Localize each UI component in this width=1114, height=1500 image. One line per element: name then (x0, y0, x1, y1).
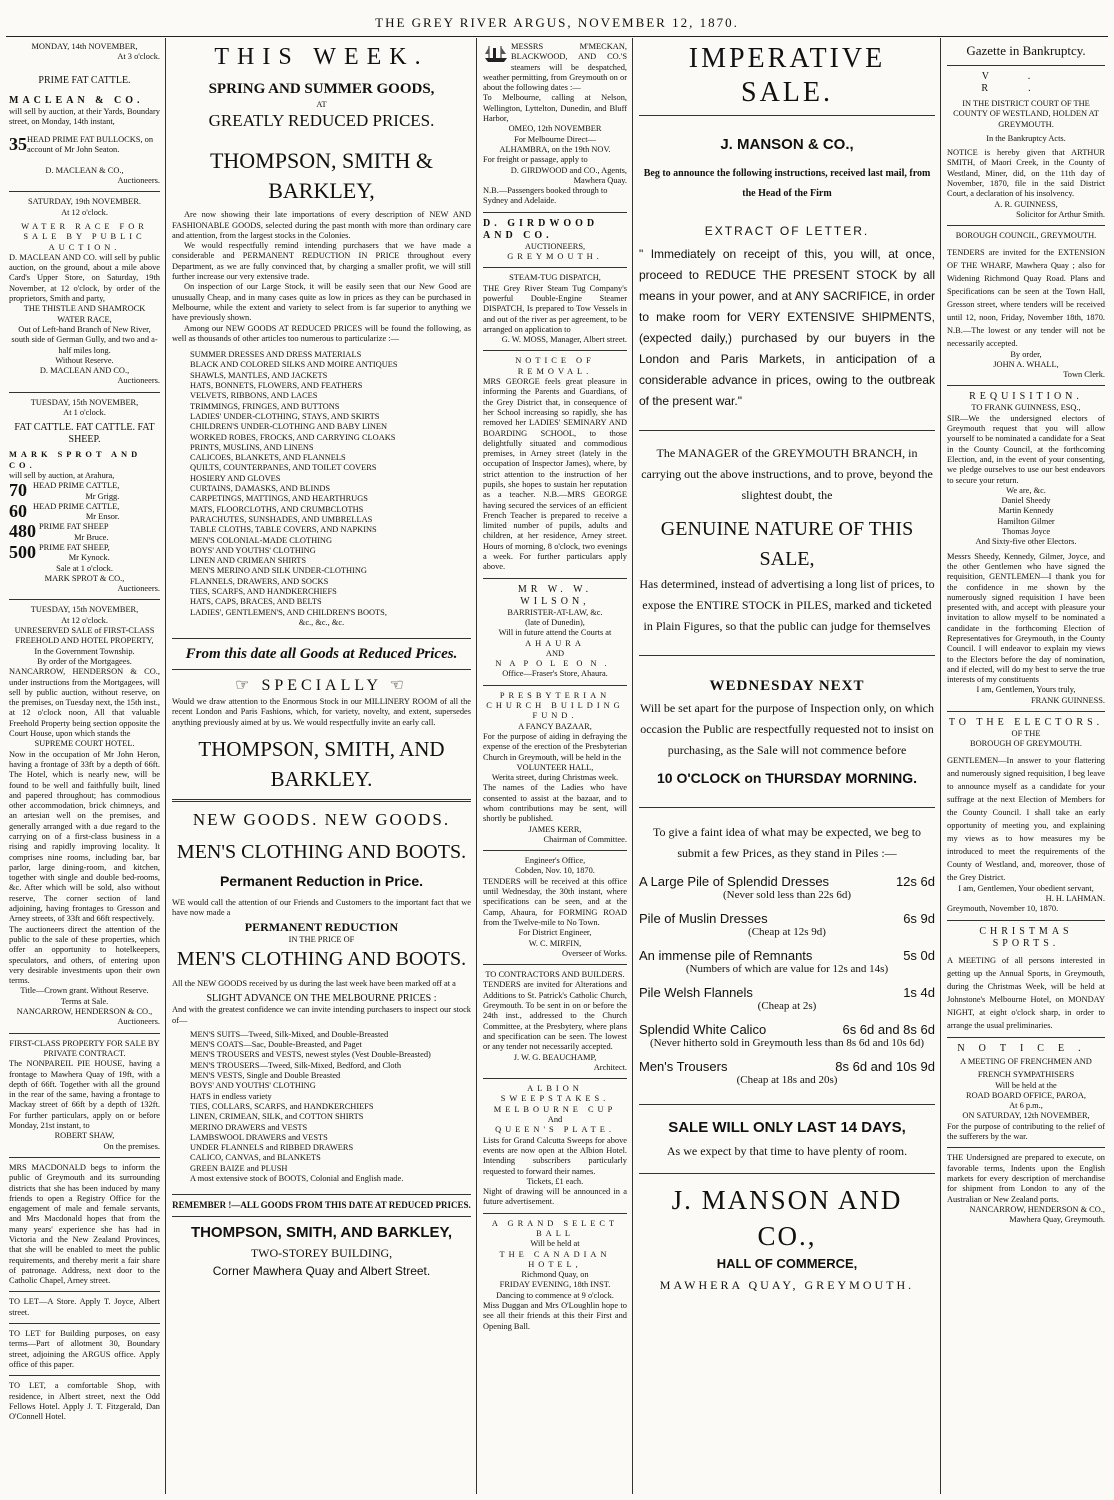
list-item: SHAWLS, MANTLES, AND JACKETS (190, 370, 328, 380)
ad-tickets: Tickets, £1 each. (526, 1176, 584, 1186)
ad-ship: OMEO, 12th NOVEMBER (508, 124, 602, 134)
ad-signature: NANCARROW, HENDERSON & CO., (16, 1007, 153, 1017)
price-item: Men's Trousers (639, 1059, 728, 1074)
ad-item: THE THISTLE AND SHAMROCK WATER RACE, (23, 304, 146, 324)
list-item: MEN'S VESTS, Single and Double Breasted (190, 1071, 341, 1081)
ad-signature-role: Auctioneers. (117, 584, 160, 594)
ad-heading: SLIGHT ADVANCE ON THE MELBOURNE PRICES : (206, 993, 437, 1005)
ad-heading: ALBION SWEEPSTAKES. (500, 1084, 610, 1104)
ad-body: Messrs Sheedy, Kennedy, Gilmer, Joyce, and the other Gentlemen who have signed the requisition, GENTLEMEN—I thank you for the confidence in me shown by the numerously signed requisition I have been presented with, and accept with pleasure your invitation to allow myself to be nominated a candidate in the forthcoming Election of Representatives for Greymouth, in the County Council. I will endeavor to explain my views to the Electors before the day of nomination, and if elected, will do my best to serve the true interests of my constituents (947, 551, 1105, 685)
ad-signature-role: Auctioneers. (117, 176, 160, 186)
ad-body: TENDERS will be received at this office until Wednesday, the 30th instant, where specifications can be seen, and at the Camp, Ahaura, for FORMING ROAD from the Twelve-mile to No Town. (483, 876, 627, 927)
ad-signature: FRANK GUINNESS. (1031, 695, 1105, 705)
list-item: TIES, SCARFS, AND HANDKERCHIEFS (190, 586, 337, 596)
ad-and: And (547, 1115, 563, 1125)
ad-time: At 12 o'clock. (61, 207, 108, 217)
ad-order: By order of the Mortgagees. (37, 656, 132, 666)
list-item: HATS, CAPS, BRACES, AND BELTS (190, 597, 322, 607)
list-item: LAMBSWOOL DRAWERS and VESTS (190, 1132, 328, 1142)
ad-heading: STEAM-TUG DISPATCH, (509, 273, 601, 283)
price-value: 8s 6d and 10s 9d (835, 1059, 935, 1074)
price-item: Pile of Muslin Dresses (639, 911, 768, 926)
list-item: BOYS' AND YOUTHS' CLOTHING (190, 545, 316, 555)
ad-signature: D. MACLEAN & CO., (45, 165, 124, 175)
ad-date: ON SATURDAY, 12th NOVEMBER, (962, 1111, 1090, 1121)
ad-late: (late of Dunedin), (525, 617, 585, 627)
ad-heading: GENUINE NATURE OF THIS SALE, (660, 518, 914, 570)
ad-signatory: Daniel Sheedy (1001, 496, 1051, 506)
ad-heading: NOTICE. (957, 1042, 1095, 1054)
list-item: SUMMER DRESSES AND DRESS MATERIALS (190, 350, 362, 360)
list-item: PARACHUTES, SUNSHADES, AND UMBRELLAS (190, 514, 373, 524)
ad-firm: THOMPSON, SMITH, AND BARKLEY. (198, 737, 445, 792)
ad-body: MRS GEORGE feels great pleasure in informing the Parents and Guardians, of the Grey District that, in consequence of her School increasing so rapidly, she has removed her LADIES' SEMINARY AND BOARDING SCHOOL, to those delightfully situated and commodious premises, in Arney street (lately in the occupation of Inspector James), where, by strict attention to the instruction of her pupils, she hopes to sustain her reputation as a teacher. N.B.—MRS GEORGE having secured the services of an efficient French Teacher is prepared to receive a limited number of pupils, adults and children, at her residence, Arney street. Hours of morning, 8 o'clock, two evenings a week. For further particulars apply above. (483, 377, 627, 572)
masthead-rule (6, 36, 1108, 37)
ad-heading: NEW GOODS. NEW GOODS. (192, 810, 451, 830)
ad-body: WE would call the attention of our Friends and Customers to the important fact that we have now made a (172, 898, 471, 918)
ad-etc: &c., &c., &c. (298, 617, 345, 627)
ad-signature: D. MACLEAN AND CO., (39, 366, 130, 376)
ad-body: Has determined, instead of advertising a long list of prices, to expose the ENTIRE STOCK in PILES, marked and ticketed in Plain Figures, so that the public can judge for themselves (639, 577, 935, 633)
steamship-icon (483, 42, 509, 64)
price-row (639, 1022, 935, 1037)
ad-hotel: SUPREME COURT HOTEL. (34, 739, 135, 749)
ad-body: NOTICE is hereby given that ARTHUR SMITH, of Maori Creek, in the County of Westland, Miner, did, on the 11th day of November, 1870, file in the said District Court, a declaration of his insolvency. (947, 148, 1105, 199)
ad-body: To give a faint idea of what may be expected, we beg to submit a few Prices, as they stand in Piles :— (652, 825, 922, 860)
ad-close: I am, Gentlemen, Your obedient servant, (958, 883, 1094, 893)
ad-time: At 1 o'clock. (63, 408, 106, 418)
ad-to-let: TO LET—A Store. Apply T. Joyce, Albert street. (9, 1297, 160, 1317)
list-item: PRINTS, MUSLINS, AND LINENS (190, 442, 314, 452)
ad-nb: N.B.—Passengers booked through to Sydney and Adelaide. (483, 186, 608, 206)
ad-body: THE Grey River Steam Tug Company's powerful Double-Engine Steamer DISPATCH, Is prepared to Tow Vessels in and out of the river as per agreement, to be arranged on application to (483, 283, 627, 334)
ad-lot (9, 502, 160, 523)
list-item: HATS in endless variety (190, 1091, 272, 1101)
price-note: (Never hitherto sold in Greymouth less than 8s 6d and 10s 6d) (649, 1037, 925, 1049)
column-1 (4, 38, 165, 1494)
ad-body: THE Undersigned are prepared to execute, on favorable terms, Indents upon the English markets for every description of merchandise for shipment from London to any of the Australian or New Zealand ports. (947, 1153, 1105, 1204)
ad-hall: HALL OF COMMERCE, (716, 1256, 858, 1271)
ad-held: Will be held at the (995, 1080, 1057, 1090)
ad-heading: FIRST-CLASS PROPERTY FOR SALE BY PRIVATE CONTRACT. (9, 1038, 160, 1058)
list-item: LADIES', GENTLEMEN'S, AND CHILDREN'S BOOTS, (190, 607, 387, 617)
lot-number: 35 (9, 134, 27, 155)
ad-signatory: And Sixty-five other Electors. (975, 537, 1077, 547)
price-row (639, 948, 935, 963)
ad-body: Among our NEW GOODS AT REDUCED PRICES will be found the following, as well as thousands of other articles too numerous to particularize :— (172, 323, 471, 343)
ad-held: Will be held at (530, 1239, 580, 1249)
list-item: A most extensive stock of BOOTS, Colonial and English made. (190, 1174, 404, 1183)
ad-dance: Dancing to commence at 9 o'clock. (496, 1290, 614, 1300)
ad-body: Would we draw attention to the Enormous Stock in our MILLINERY ROOM of all the recent London and Paris Fashions, which, for variety, novelty, and extent, supersedes anything previously aimed at by us. We would respectfully invite an early call. (172, 697, 471, 727)
ad-letter: " Immediately on receipt of this, you will, at once, proceed to REDUCE THE PRESENT STOCK by all means in your power, and at ANY SACRIFICE, in order to make room for VERY EXTENSIVE SHIPMENTS, (expected daily,) purchased by our buyers in the London and Paris Markets, in anticipation of a considerable advance in prices, owing to the outbreak of the present war." (639, 247, 935, 408)
list-item: MEN'S COLONIAL-MADE CLOTHING (190, 535, 333, 545)
ad-body: Now in the occupation of Mr John Heron, having a frontage of 33ft by a depth of 66ft. The Hotel, which is nearly new, will be found to be well and faithfully built, lined and papered throughout; has commodious other accommodation, brick chimneys, and an artesian well on the premises, and generally arranged with a due regard to the carrying on of a first-class business in a rising and rapidly improving locality. It comprises nine rooms, including bar, bar parlor, large dining-room, and kitchen, together with single and double bed-rooms, &c. After which will be sold, also without reserve, The corner section of land adjoining, having frontages to Gresson and Arney streets, of 33ft and 66ft respectively. (9, 749, 160, 924)
ad-heading: TO CONTRACTORS AND BUILDERS. (485, 970, 625, 980)
ad-signature: G. W. MOSS, Manager, Albert street. (501, 335, 627, 345)
ad-signature: H. H. LAHMAN. (1045, 893, 1105, 903)
ad-body: will sell by auction, at Arahura, (9, 470, 115, 480)
list-item: TRIMMINGS, FRINGES, AND BUTTONS (190, 401, 340, 411)
column-rule (632, 38, 633, 1494)
ad-body: Lists for Grand Calcutta Sweeps for above events are now open at the Albion Hotel. Intending subscribers particularly requested to forward their names. (483, 1135, 627, 1176)
ad-signature-role: Solicitor for Arthur Smith. (1016, 209, 1105, 219)
ad-cup: MELBOURNE CUP (493, 1104, 617, 1114)
ad-lot (9, 522, 160, 543)
pointing-hand-icon: ☞ (235, 677, 254, 695)
ad-hotel: THE CANADIAN HOTEL, (499, 1249, 611, 1269)
ad-title: IMPERATIVE SALE. (688, 43, 886, 108)
ad-signature-role: Town Clerk. (1063, 370, 1105, 380)
ad-time: At 3 o'clock. (117, 52, 160, 62)
ad-signature: W. C. MIRFIN, (528, 938, 582, 948)
list-item: QUILTS, COUNTERPANES, AND TOILET COVERS (190, 463, 377, 473)
ad-heading: 10 O'CLOCK on THURSDAY MORNING. (656, 770, 918, 786)
clothing-list (190, 1030, 471, 1184)
list-item: TABLE CLOTHS, TABLE COVERS, AND NAPKINS (190, 525, 377, 535)
lot-owner: Mr Kynock. (68, 553, 110, 563)
price-item: Pile Welsh Flannels (639, 985, 753, 1000)
ad-body: For the purpose of contributing to the relief of the sufferers by the war. (947, 1121, 1105, 1142)
lot-list (9, 481, 160, 563)
ad-signature-role: Chairman of Committee. (543, 834, 627, 844)
price-item: A Large Pile of Splendid Dresses (639, 874, 830, 889)
list-item: FLANNELS, DRAWERS, AND SOCKS (190, 576, 329, 586)
ad-heading: MEN'S CLOTHING AND BOOTS. (176, 947, 467, 970)
ad-body: GENTLEMEN—In answer to your flattering and numerously signed requisition, I beg leave to announce myself as a candidate for your suffrage at the next Election of Members for the County Council. I shall take an early opportunity of meeting you, and explaining my views as to how measures my be introduced to meet the requirements of the County of Westland, and, moreover, those of the Grey District. (947, 755, 1105, 882)
ad-we: We are, &c. (1006, 485, 1046, 495)
ad-to-let: TO LET for Building purposes, on easy terms—Part of allotment 30, Boundary street, adjoining the ARGUS office. Apply office of this paper. (9, 1329, 160, 1369)
ad-body: To Melbourne, calling at Nelson, Wellington, Lyttelton, Dunedin, and Bluff Harbor, (483, 93, 627, 124)
ad-signature: NANCARROW, HENDERSON & CO., (969, 1204, 1105, 1214)
ad-body: As we expect by that time to have plenty of room. (666, 1144, 908, 1158)
ad-heading: From this date all Goods at Reduced Prices. (185, 646, 458, 663)
ad-heading: BOROUGH COUNCIL, GREYMOUTH. (955, 231, 1097, 241)
goods-list (190, 350, 471, 618)
ad-heading: CHRISTMAS SPORTS. (979, 925, 1073, 949)
ad-by-order: By order, (1010, 349, 1042, 359)
ad-date: MONDAY, 14th NOVEMBER, (31, 42, 138, 51)
list-item: UNDER FLANNELS and RIBBED DRAWERS (190, 1143, 354, 1153)
ad-name: MR W. W. WILSON, (517, 583, 593, 607)
ad-office: Engineer's Office, (524, 856, 586, 866)
pointing-hand-icon: ☜ (389, 677, 408, 695)
ad-signature: A. R. GUINNESS, (994, 199, 1058, 209)
ad-body: TENDERS are invited for Alterations and Additions to St. Patrick's Catholic Church, Greymouth. To be sent in on or before the 24th inst., addressed to the Church Committee, at the Presbytery, where plans and specification can be seen. The lowest or any tender not necessarily accepted. (483, 980, 627, 1052)
ad-reserve: Without Reserve. (55, 355, 114, 365)
ad-signature-role: On the premises. (103, 1141, 160, 1151)
ad-body: will sell by auction, at their Yards, Boundary street, on Monday, 14th instant, (9, 106, 160, 126)
ad-firm: J. MANSON & CO., (720, 136, 854, 153)
ad-signature: JOHN A. WHALL, (993, 359, 1059, 369)
ad-firm: THOMPSON, SMITH, AND BARKLEY, (190, 1223, 453, 1241)
ad-signature-role: Auctioneers. (117, 376, 160, 386)
ad-to: TO FRANK GUINNESS, ESQ., (971, 403, 1081, 413)
price-note: (Numbers of which are value for 12s and 14s) (685, 963, 889, 975)
ad-agent: D. GIRDWOOD and CO., Agents, Mawhera Quay. (510, 165, 627, 185)
ad-signature: ROBERT SHAW, (54, 1131, 115, 1141)
ad-heading: REQUISITION. (969, 391, 1083, 403)
ad-heading: GREATLY REDUCED PRICES. (208, 111, 435, 131)
price-note: (Cheap at 2s) (757, 1000, 817, 1012)
ad-firm: MACLEAN & CO. (9, 94, 144, 106)
ad-body: A MEETING OF FRENCHMEN AND FRENCH SYMPATHISERS (960, 1056, 1092, 1079)
ad-body: A MEETING of all persons interested in getting up the Annual Sports, in Greymouth, during the Christmas Week, will be held at Johnstone's Melbourne Hotel, on MONDAY NIGHT, at eight o'clock sharp, in order to arrange the usual preliminaries. (947, 955, 1105, 1030)
ad-body: MRS MACDONALD begs to inform the public of Greymouth and its surrounding districts that she has been induced by many friends to open a Registry Office for the engagement of male and female servants, and Mrs Macdonald hopes that from the many years' experience she has had in Victoria and the New Zealand Provinces, that she will be enabled to meet the public requirements, and thereby merit a fair share of patronage. Address, next door to the Catholic Chapel, Arney street. (9, 1162, 160, 1286)
ad-body: The auctioneers direct the attention of the public to the sale of these properties, which offer an opportunity to hotelkeepers, speculators, and others, of entering upon very desirable investments upon their own terms. (9, 924, 160, 986)
ad-title: Gazette in Bankruptcy. (966, 43, 1086, 58)
ad-close: I am, Gentlemen, Yours truly, (976, 685, 1076, 695)
price-note: (Cheap at 18s and 20s) (736, 1074, 838, 1086)
ad-date: TUESDAY, 15th NOVEMBER, (30, 397, 139, 407)
ad-for: For District Engineer, (518, 928, 592, 938)
ad-building: TWO-STOREY BUILDING, (250, 1245, 393, 1260)
price-value: 12s 6d (895, 874, 935, 889)
ad-body: Will in future attend the Courts at (498, 628, 612, 638)
ad-when: Werita street, during Christmas week. (491, 773, 619, 783)
ad-firm: D. GIRDWOOD AND CO. (483, 217, 599, 241)
ad-bazaar: A FANCY BAZAAR, (518, 721, 592, 731)
price-row (639, 874, 935, 889)
ad-place: GREYMOUTH. (507, 252, 603, 262)
price-value: 6s 9d (903, 911, 935, 926)
column-rule (165, 38, 166, 1494)
ad-date: Greymouth, November 10, 1870. (947, 904, 1059, 914)
ad-firm: THOMPSON, SMITH & BARKLEY, (209, 148, 434, 204)
column-rule (940, 38, 941, 1494)
list-item: CHILDREN'S UNDER-CLOTHING AND BABY LINEN (190, 422, 388, 432)
lot-text: HEAD PRIME CATTLE, (33, 501, 120, 511)
list-item: CARPETINGS, MATTINGS, AND HEARTHRUGS (190, 494, 368, 504)
ad-in-price: IN THE PRICE OF (288, 934, 355, 944)
price-value: 6s 6d and 8s 6d (842, 1022, 935, 1037)
ad-signature-role: Mawhera Quay, Greymouth. (1009, 1215, 1105, 1225)
ad-acts: In the Bankruptcy Acts. (986, 133, 1066, 143)
lot-owner: Mr Bruce. (74, 532, 109, 542)
specially-label: SPECIALLY (261, 677, 382, 695)
list-item: LINEN AND CRIMEAN SHIRTS (190, 556, 307, 566)
list-item: MERINO DRAWERS and VESTS (190, 1122, 308, 1132)
ad-address: MAWHERA QUAY, GREYMOUTH. (659, 1278, 915, 1292)
ad-heading: WATER RACE FOR SALE BY PUBLIC AUCTION. (21, 221, 148, 252)
ad-signature: JAMES KERR, (528, 824, 582, 834)
list-item: BOYS' AND YOUTHS' CLOTHING (190, 1081, 316, 1091)
ad-plate: QUEEN'S PLATE. (495, 1125, 615, 1135)
ad-heading: PRESBYTERIAN CHURCH BUILDING FUND. (486, 690, 624, 721)
ad-road: ROAD BOARD OFFICE, PAROA, (966, 1090, 1086, 1100)
ad-freight: For freight or passage, apply to (483, 155, 588, 165)
ad-sale-time: Sale at 1 o'clock. (56, 563, 113, 573)
ad-title: THIS WEEK. (214, 44, 429, 70)
ad-heading: TO THE ELECTORS. (948, 717, 1104, 729)
ad-lot (9, 543, 160, 564)
ad-role: AUCTIONEERS, (524, 241, 586, 251)
ad-body: D. MACLEAN AND CO. will sell by public auction, on the ground, about a mile above Card's Upper Store, on Saturday, 19th November, at 12 o'clock, by order of the proprietors, Smith and party, (9, 252, 160, 304)
ad-body: All the NEW GOODS received by us during the last week have been marked off at a (172, 978, 456, 988)
ad-firm: MARK SPROT AND CO. (9, 450, 142, 470)
ad-body: The MANAGER of the GREYMOUTH BRANCH, in carrying out the above instructions, and to prove, beyond the slightest doubt, the (641, 446, 933, 502)
ad-body: We would respectfully remind intending purchasers that we have made a considerable and PERMANENT REDUCTION IN PRICE throughout every Department, as we are fully convinced that, by charging a smaller profit, we will still further increase our very extensive trade. (172, 241, 471, 282)
ad-firm: J. MANSON AND CO., (671, 1185, 903, 1251)
ad-vr: V. R. (981, 71, 1071, 94)
masthead: THE GREY RIVER ARGUS, NOVEMBER 12, 1870. (375, 15, 739, 30)
ad-hall: VOLUNTEER HALL, (516, 762, 594, 772)
ad-date: SATURDAY, 19th NOVEMBER. (27, 197, 142, 207)
lot-owner: Mr Ensor. (85, 512, 120, 522)
ad-beg: Beg to announce the following instructions, received last mail, from the Head of the Firm (643, 168, 931, 199)
ad-place: AHAURA (525, 638, 585, 648)
list-item: MEN'S SUITS—Tweed, Silk-Mixed, and Double-Breasted (190, 1029, 389, 1039)
ad-signature-role: Architect. (593, 1062, 627, 1072)
price-row (639, 1059, 935, 1074)
list-item: TIES, COLLARS, SCARFS, and HANDKERCHIEFS (190, 1101, 374, 1111)
list-item: CALICO, CANVAS, and BLANKETS (190, 1153, 321, 1163)
ad-date: FRIDAY EVENING, 18th INST. (499, 1280, 611, 1290)
ad-role: BARRISTER-AT-LAW, &c. (507, 607, 603, 617)
ad-time: At 6 p.m., (1009, 1101, 1043, 1111)
ad-for: For Melbourne Direct— (514, 134, 596, 144)
ad-signature-role: Overseer of Works. (562, 948, 627, 958)
ad-office: Office—Fraser's Store, Ahaura. (502, 669, 608, 679)
ad-item-desc: Out of Left-hand Branch of New River, south side of German Gully, and two and a-half miles long. (11, 324, 158, 355)
ad-heading: Permanent Reduction in Price. (219, 873, 424, 890)
lot-number: 480 (9, 521, 36, 542)
lot-number: 500 (9, 541, 36, 562)
ad-where: In the Government Township. (34, 646, 135, 656)
price-note: (Cheap at 12s 9d) (748, 926, 826, 938)
ad-borough: BOROUGH OF GREYMOUTH. (970, 739, 1082, 749)
column-4 (634, 38, 940, 1494)
price-row (639, 985, 935, 1000)
ad-of-the: OF THE (1011, 729, 1041, 739)
ad-body: The NONPAREIL PIE HOUSE, having a frontage to Mawhera Quay of 19ft, with a depth of 66ft. Together with all the ground in the rear of the same, having a frontage to Mackay street of 66ft by a depth of 132ft. For further particulars, apply on or before Monday, 21st instant, to (9, 1059, 160, 1131)
ad-heading: WEDNESDAY NEXT (709, 678, 865, 694)
lot-number: 70 (9, 480, 27, 501)
ad-heading: MEN'S CLOTHING AND BOOTS. (176, 841, 467, 864)
price-value: 1s 4d (903, 985, 935, 1000)
lot-number: 60 (9, 500, 27, 521)
ad-signature: MARK SPROT & CO., (44, 573, 125, 583)
ad-body: For the purpose of aiding in defraying the expense of the erection of the Presbyterian Church in Greymouth, will be held in the (483, 731, 627, 762)
ad-heading: SALE WILL ONLY LAST 14 DAYS, (668, 1119, 906, 1136)
ad-to-let: TO LET, a comfortable Shop, with residence, in Albert street, next the Odd Fellows Hotel. Apply J. T. Fitzgerald, Dan O'Connell Hotel. (9, 1381, 160, 1422)
price-list (639, 874, 935, 1086)
column-2 (167, 38, 476, 1494)
ad-at: AT (316, 100, 327, 109)
ad-ship: ALHAMBRA, on the 19th NOV. (499, 144, 611, 154)
ad-body: MESSRS M'MECKAN, BLACKWOOD, AND CO.'S steamers will be despatched, weather permitting, from Greymouth on or about the following dates :— (483, 42, 627, 93)
ad-heading: NOTICE OF REMOVAL. (515, 356, 595, 376)
list-item: WORKED ROBES, FROCKS, AND CARRYING CLOAKS (190, 432, 396, 442)
list-item: BLACK AND COLORED SILKS AND MOIRE ANTIQUES (190, 360, 398, 370)
list-item: MEN'S COATS—Sac, Double-Breasted, and Paget (190, 1040, 362, 1050)
ad-heading: REMEMBER !—ALL GOODS FROM THIS DATE AT REDUCED PRICES. (172, 1200, 471, 1211)
ad-date: Cobden, Nov. 10, 1870. (515, 866, 595, 876)
lot-text: PRIME FAT SHEEP, (39, 542, 110, 552)
ad-body: The names of the Ladies who have consented to assist at the bazaar, and to whom contributions may be sent, will shortly be published. (483, 783, 627, 824)
list-item: GREEN BAIZE and PLUSH (190, 1163, 288, 1173)
ad-heading: EXTRACT OF LETTER. (704, 224, 870, 238)
ad-signatory: Thomas Joyce (1001, 527, 1051, 537)
price-item: An immense pile of Remnants (639, 948, 813, 963)
ad-address: Corner Mawhera Quay and Albert Street. (212, 1263, 431, 1278)
list-item: HATS, BONNETS, FLOWERS, AND FEATHERS (190, 381, 363, 391)
ad-body: Are now showing their late importations of every description of NEW AND FASHIONABLE GOODS, selected during the past month with more than ordinary care and attention, from the largest stocks in the Colonies. (172, 210, 471, 240)
list-item: MEN'S TROUSERS—Tweed, Silk-Mixed, Bedford, and Cloth (190, 1060, 402, 1070)
column-rule (476, 38, 477, 1494)
ad-body: TENDERS are invited for the EXTENSION OF THE WHARF, Mawhera Quay ; also for Widening Richmond Quay Road. Plans and Specifications can be seen at the Town Hall, Gresson street, where tenders will be received until 12, noon, Friday, November 18th, 1870. N.B.—The lowest or any tender will not be necessarily accepted. (947, 247, 1105, 348)
lot-text: HEAD PRIME FAT BULLOCKS, on account of Mr John Seaton. (27, 135, 154, 155)
price-value: 5s 0d (903, 948, 935, 963)
list-item: LINEN, CRIMEAN, SILK, and COTTON SHIRTS (190, 1112, 364, 1122)
ad-body: SIR—We the undersigned electors of Greymouth request that you will allow yourself to be nominated a candidate for a Seat in the County Council, at the forthcoming Election, and, in the event of your consenting, we pledge ourselves to use our best endeavors to secure your return. (947, 413, 1105, 485)
list-item: MEN'S TROUSERS and VESTS, newest styles (Vest Double-Breasted) (190, 1050, 431, 1060)
ad-time: At 12 o'clock. (61, 615, 108, 625)
ad-body: And with the greatest confidence we can invite intending purchasers to inspect our stock of— (172, 1005, 471, 1025)
ad-and: AND (545, 648, 565, 658)
ad-place: NAPOLEON. (495, 659, 615, 669)
ad-body: NANCARROW, HENDERSON & CO., under instructions from the Mortgagees, will sell by public auction, without reserve, on the premises, on Tuesday next, the 15th inst., at 12 o'clock noon, All that valuable Freehold Property being section opposite the Court House, upon which stands the (9, 667, 160, 739)
ad-signatory: Hamilton Gilmer (997, 516, 1055, 526)
ad-heading (172, 675, 471, 697)
ad-body: Night of drawing will be announced in a future advertisement. (483, 1187, 627, 1207)
ad-body: On inspection of our Large Stock, it will be easily seen that our New Good are unusually Cheap, and in many cases quite as low in prices as they can be purchased in Melbourne, while the extent and variety to select from is far superior to anything we have previously shown. (172, 282, 471, 323)
lot-text: HEAD PRIME CATTLE, (33, 481, 120, 491)
ad-quay: Richmond Quay, on (521, 1270, 589, 1280)
column-5 (942, 38, 1110, 1494)
list-item: HOSIERY AND GLOVES (190, 473, 281, 483)
ad-heading: A GRAND SELECT BALL (491, 1218, 619, 1238)
list-item: VELVETS, RIBBONS, AND LACES (190, 391, 318, 401)
lot-owner: Mr Grigg. (85, 491, 120, 501)
ad-heading: PERMANENT REDUCTION (244, 919, 399, 934)
price-item: Splendid White Calico (639, 1022, 767, 1037)
ad-terms: Title—Crown grant. Without Reserve. Terms at Sale. (20, 986, 149, 1006)
list-item: LADIES' UNDER-CLOTHING, STAYS, AND SKIRTS (190, 411, 380, 421)
ad-lot (9, 481, 160, 502)
price-note: (Never sold less than 22s 6d) (722, 889, 851, 901)
ad-heading: FAT CATTLE. FAT CATTLE. FAT SHEEP. (14, 422, 155, 446)
lot-text: PRIME FAT SHEEP (39, 522, 109, 532)
ad-heading: SPRING AND SUMMER GOODS, (208, 81, 435, 97)
column-3 (478, 38, 632, 1494)
list-item: CURTAINS, DAMASKS, AND BLINDS (190, 484, 331, 494)
ad-lot (9, 135, 160, 156)
ad-signature-role: Auctioneers. (117, 1017, 160, 1027)
list-item: MATS, FLOORCLOTHS, AND CRUMBCLOTHS (190, 504, 364, 514)
ad-body: Miss Duggan and Mrs O'Loughlin hope to see all their friends at this their First and Opening Ball. (483, 1301, 627, 1331)
ad-date: TUESDAY, 15th NOVEMBER, (30, 605, 139, 615)
ad-signatory: Martin Kennedy (998, 506, 1054, 516)
list-item: MEN'S MERINO AND SILK UNDER-CLOTHING (190, 566, 367, 576)
ad-heading: PRIME FAT CATTLE. (38, 74, 131, 86)
list-item: CALICOES, BLANKETS, AND FLANNELS (190, 453, 346, 463)
price-row (639, 911, 935, 926)
ad-heading: UNRESERVED SALE of FIRST-CLASS FREEHOLD AND HOTEL PROPERTY, (14, 626, 155, 646)
ad-court: IN THE DISTRICT COURT OF THE COUNTY OF WESTLAND, HOLDEN AT GREYMOUTH. (953, 99, 1099, 129)
ad-body: Will be set apart for the purpose of Inspection only, on which occasion the Public are respectfully requested not to insist on purchasing, as the Sale will not commence before (640, 701, 934, 757)
ad-signature: J. W. G. BEAUCHAMP, (513, 1052, 597, 1062)
